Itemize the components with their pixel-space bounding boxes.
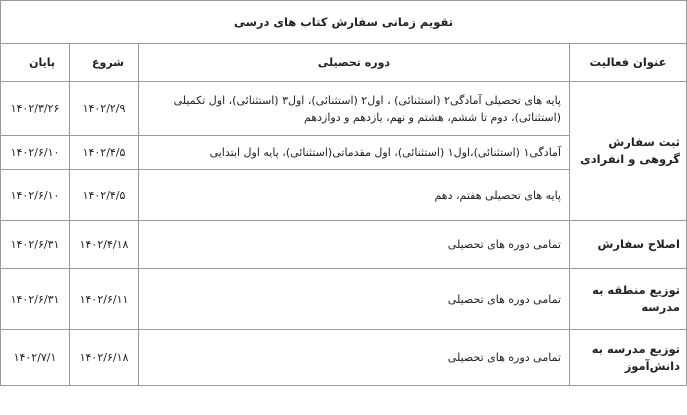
start-date-cell: ۱۴۰۲/۶/۱۱ bbox=[70, 269, 139, 330]
end-date-cell: ۱۴۰۲/۳/۲۶ bbox=[1, 82, 70, 136]
table-row bbox=[1, 330, 687, 386]
table-header-row bbox=[1, 44, 687, 82]
table-title-row bbox=[1, 1, 687, 44]
activity-cell: ثبت سفارش گروهی و انفرادی bbox=[570, 82, 687, 221]
grade-cell: تمامی دوره های تحصیلی bbox=[139, 269, 570, 330]
end-date-cell: ۱۴۰۲/۷/۱ bbox=[1, 330, 70, 386]
start-date-cell: ۱۴۰۲/۴/۵ bbox=[70, 136, 139, 170]
end-date-cell: ۱۴۰۲/۶/۳۱ bbox=[1, 269, 70, 330]
table-row bbox=[1, 221, 687, 269]
header-activity: عنوان فعالیت bbox=[570, 44, 687, 82]
start-date-cell: ۱۴۰۲/۲/۹ bbox=[70, 82, 139, 136]
start-date-cell: ۱۴۰۲/۴/۵ bbox=[70, 170, 139, 221]
grade-cell: تمامی دوره های تحصیلی bbox=[139, 330, 570, 386]
header-start: شروع bbox=[70, 44, 139, 82]
grade-cell: پایه های تحصیلی آمادگی۲ (استثنائی) ، اول۲ (استثنائی)، اول۳ (استثنائی)، اول تکمیلی (استثنائی)، دوم تا ششم، هشتم و نهم، یازدهم و دوازدهم bbox=[139, 82, 570, 136]
start-date-cell: ۱۴۰۲/۶/۱۸ bbox=[70, 330, 139, 386]
grade-cell: پایه های تحصیلی هفتم، دهم bbox=[139, 170, 570, 221]
grade-cell: تمامی دوره های تحصیلی bbox=[139, 221, 570, 269]
table-row bbox=[1, 269, 687, 330]
activity-cell: توزیع منطقه به مدرسه bbox=[570, 269, 687, 330]
header-grade: دوره تحصیلی bbox=[139, 44, 570, 82]
start-date-cell: ۱۴۰۲/۴/۱۸ bbox=[70, 221, 139, 269]
table-row bbox=[1, 82, 687, 136]
table-title: تقویم زمانی سفارش کتاب های درسی bbox=[1, 1, 687, 44]
activity-cell: اصلاح سفارش bbox=[570, 221, 687, 269]
header-end: پایان bbox=[1, 44, 70, 82]
grade-cell: آمادگی۱ (استثنائی)،اول۱ (استثنائی)، اول مقدماتی(استثنائی)، پایه اول ابتدایی bbox=[139, 136, 570, 170]
end-date-cell: ۱۴۰۲/۶/۱۰ bbox=[1, 170, 70, 221]
end-date-cell: ۱۴۰۲/۶/۱۰ bbox=[1, 136, 70, 170]
activity-cell: توزیع مدرسه به دانش‌آموز bbox=[570, 330, 687, 386]
end-date-cell: ۱۴۰۲/۶/۳۱ bbox=[1, 221, 70, 269]
